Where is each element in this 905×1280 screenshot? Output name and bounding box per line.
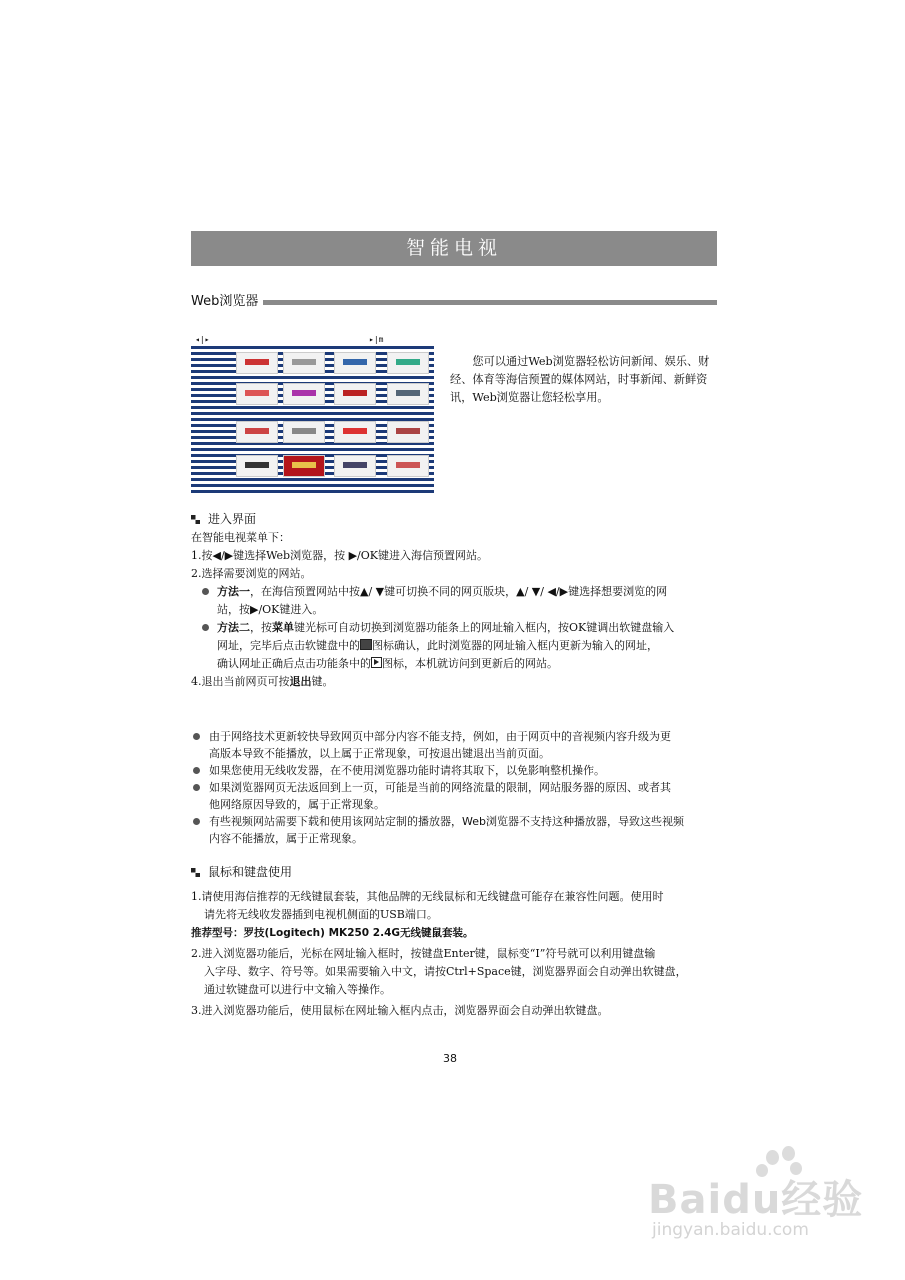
bullet-dot	[193, 767, 200, 774]
site-tile	[236, 455, 278, 477]
site-logo	[343, 359, 367, 365]
site-tile	[236, 383, 278, 405]
step-2: 2.选择需要浏览的网站。	[191, 567, 312, 580]
step-4-end: 键。	[311, 675, 334, 688]
method-1	[191, 583, 721, 619]
browser-function-bar	[191, 334, 434, 346]
site-logo	[343, 390, 367, 396]
site-tile	[334, 352, 376, 374]
mouse-step-1	[191, 888, 721, 924]
menu-key: 菜单	[272, 621, 294, 634]
notes-list	[191, 728, 721, 847]
bullet-dot	[193, 784, 200, 791]
site-tile	[387, 421, 429, 443]
site-tile	[283, 383, 325, 405]
mouse-step-2-line: 2.进入浏览器功能后，光标在网址输入框时，按键盘Enter键，鼠标变“I”符号就可以利用键盘输	[191, 947, 656, 960]
method-2-text-c1: 网址，完毕后点击软键盘中的	[217, 639, 360, 652]
site-tile	[283, 455, 325, 477]
watermark-brand: Baidu经验	[648, 1177, 864, 1223]
site-tile	[334, 421, 376, 443]
site-logo	[343, 428, 367, 434]
section-title	[191, 293, 717, 311]
watermark-url: jingyan.baidu.com	[652, 1220, 809, 1240]
note-line: 如果浏览器网页无法返回到上一页，可能是当前的网络流量的限制，网站服务器的原因、或者其	[209, 781, 671, 794]
browser-screenshot	[191, 334, 434, 494]
note-line: 内容不能播放，属于正常现象。	[209, 832, 363, 845]
note-line: 高版本导致不能播放，以上属于正常现象，可按退出键退出当前页面。	[209, 747, 550, 760]
mouse-steps	[191, 888, 721, 1020]
recommended-model: 推荐型号：罗技(Logitech) MK250 2.4G无线键鼠套装。	[191, 927, 474, 939]
site-tile	[334, 383, 376, 405]
mouse-step-2-line: 入字母、数字、符号等。如果需要输入中文，请按Ctrl+Space键，浏览器界面会自动弹出软键盘，	[204, 965, 687, 978]
bullet-dot	[193, 818, 200, 825]
mouse-step-1-line: 1.请使用海信推荐的无线键鼠套装，其他品牌的无线鼠标和无线键盘可能存在兼容性问题。使用时	[191, 890, 664, 903]
site-tile	[283, 352, 325, 374]
paw-icon	[782, 1146, 795, 1161]
note-item	[191, 813, 721, 847]
mouse-heading-text: 鼠标和键盘使用	[208, 865, 293, 879]
menu-line: 在智能电视菜单下：	[191, 531, 290, 544]
note-line: 由于网络技术更新较快导致网页中部分内容不能支持，例如，由于网页中的音视频内容升级为更	[209, 730, 671, 743]
section-square-icon	[191, 868, 200, 877]
site-logo	[245, 462, 269, 468]
site-logo	[343, 462, 367, 468]
note-item	[191, 762, 721, 779]
method-2	[191, 619, 721, 673]
method-2-text-d1: 确认网址正确后点击功能条中的	[217, 657, 371, 670]
step-4-text: 4.退出当前网页可按	[191, 675, 290, 688]
section-title-rule	[263, 300, 717, 305]
site-tile	[334, 455, 376, 477]
site-logo	[396, 359, 420, 365]
bar-end-icon: ▸|m	[369, 335, 384, 344]
site-logo	[396, 428, 420, 434]
bullet-dot	[202, 624, 209, 631]
site-tile	[236, 352, 278, 374]
enter-steps	[191, 529, 721, 691]
enter-heading-text: 进入界面	[208, 512, 257, 526]
site-logo	[292, 359, 316, 365]
go-icon	[371, 657, 382, 668]
page-number: 38	[443, 1052, 457, 1065]
bullet-dot	[202, 588, 209, 595]
section-square-icon	[191, 515, 200, 524]
method-2-text-d2: 图标，本机就访问到更新后的网站。	[382, 657, 558, 670]
mouse-step-2	[191, 945, 721, 999]
step-1: 1.按◀/▶键选择Web浏览器，按 ▶/OK键进入海信预置网站。	[191, 549, 488, 562]
note-line: 他网络原因导致的，属于正常现象。	[209, 798, 385, 811]
site-logo	[245, 359, 269, 365]
note-line: 如果您使用无线收发器，在不使用浏览器功能时请将其取下，以免影响整机操作。	[209, 764, 605, 777]
mouse-step-1-line: 请先将无线收发器插到电视机侧面的USB端口。	[204, 908, 438, 921]
note-line: 有些视频网站需要下载和使用该网站定制的播放器，Web浏览器不支持这种播放器，导致这些视频	[209, 815, 684, 828]
method-2-label: 方法二	[217, 621, 250, 634]
enter-key-icon	[360, 639, 372, 650]
section-title-text: Web浏览器	[191, 294, 259, 309]
site-tile	[387, 383, 429, 405]
mouse-step-3: 3.进入浏览器功能后，使用鼠标在网址输入框内点击，浏览器界面会自动弹出软键盘。	[191, 1004, 609, 1017]
site-tile	[283, 421, 325, 443]
mouse-heading	[191, 864, 292, 880]
site-tile	[387, 455, 429, 477]
note-item	[191, 779, 721, 813]
intro-paragraph: 您可以通过Web浏览器轻松访问新闻、娱乐、财经、体育等海信预置的媒体网站，时事新闻、新鲜资讯，Web浏览器让您轻松享用。	[450, 355, 710, 404]
paw-icon	[766, 1150, 779, 1165]
site-logo	[292, 390, 316, 396]
baidu-watermark	[640, 1150, 870, 1265]
site-logo	[292, 462, 316, 468]
method-1-text: ，在海信预置网站中按▲/ ▼键可切换不同的网页版块，▲/ ▼/ ◀/▶键选择想要浏览的网	[250, 585, 668, 598]
method-2-text-b: 键光标可自动切换到浏览器功能条上的网址输入框内，按OK键调出软键盘输入	[294, 621, 675, 634]
site-logo	[245, 428, 269, 434]
preset-sites-grid	[191, 346, 434, 494]
method-1-text-cont: 站，按▶/OK键进入。	[217, 603, 324, 616]
site-tile	[387, 352, 429, 374]
enter-heading	[191, 511, 256, 527]
method-2-text: ，按	[250, 621, 272, 634]
step-4	[191, 673, 721, 691]
site-logo	[396, 462, 420, 468]
method-2-text-c2: 图标确认，此时浏览器的网址输入框内更新为输入的网址，	[372, 639, 658, 652]
site-logo	[396, 390, 420, 396]
nav-arrows-icon: ◂|▸	[195, 335, 210, 344]
note-item	[191, 728, 721, 762]
bullet-dot	[193, 733, 200, 740]
site-tile	[236, 421, 278, 443]
mouse-step-2-line: 通过软键盘可以进行中文输入等操作。	[204, 983, 391, 996]
exit-key: 退出	[289, 675, 312, 688]
site-logo	[245, 390, 269, 396]
site-logo	[292, 428, 316, 434]
method-1-label: 方法一	[217, 585, 250, 598]
chapter-banner: 智能电视	[191, 231, 717, 266]
